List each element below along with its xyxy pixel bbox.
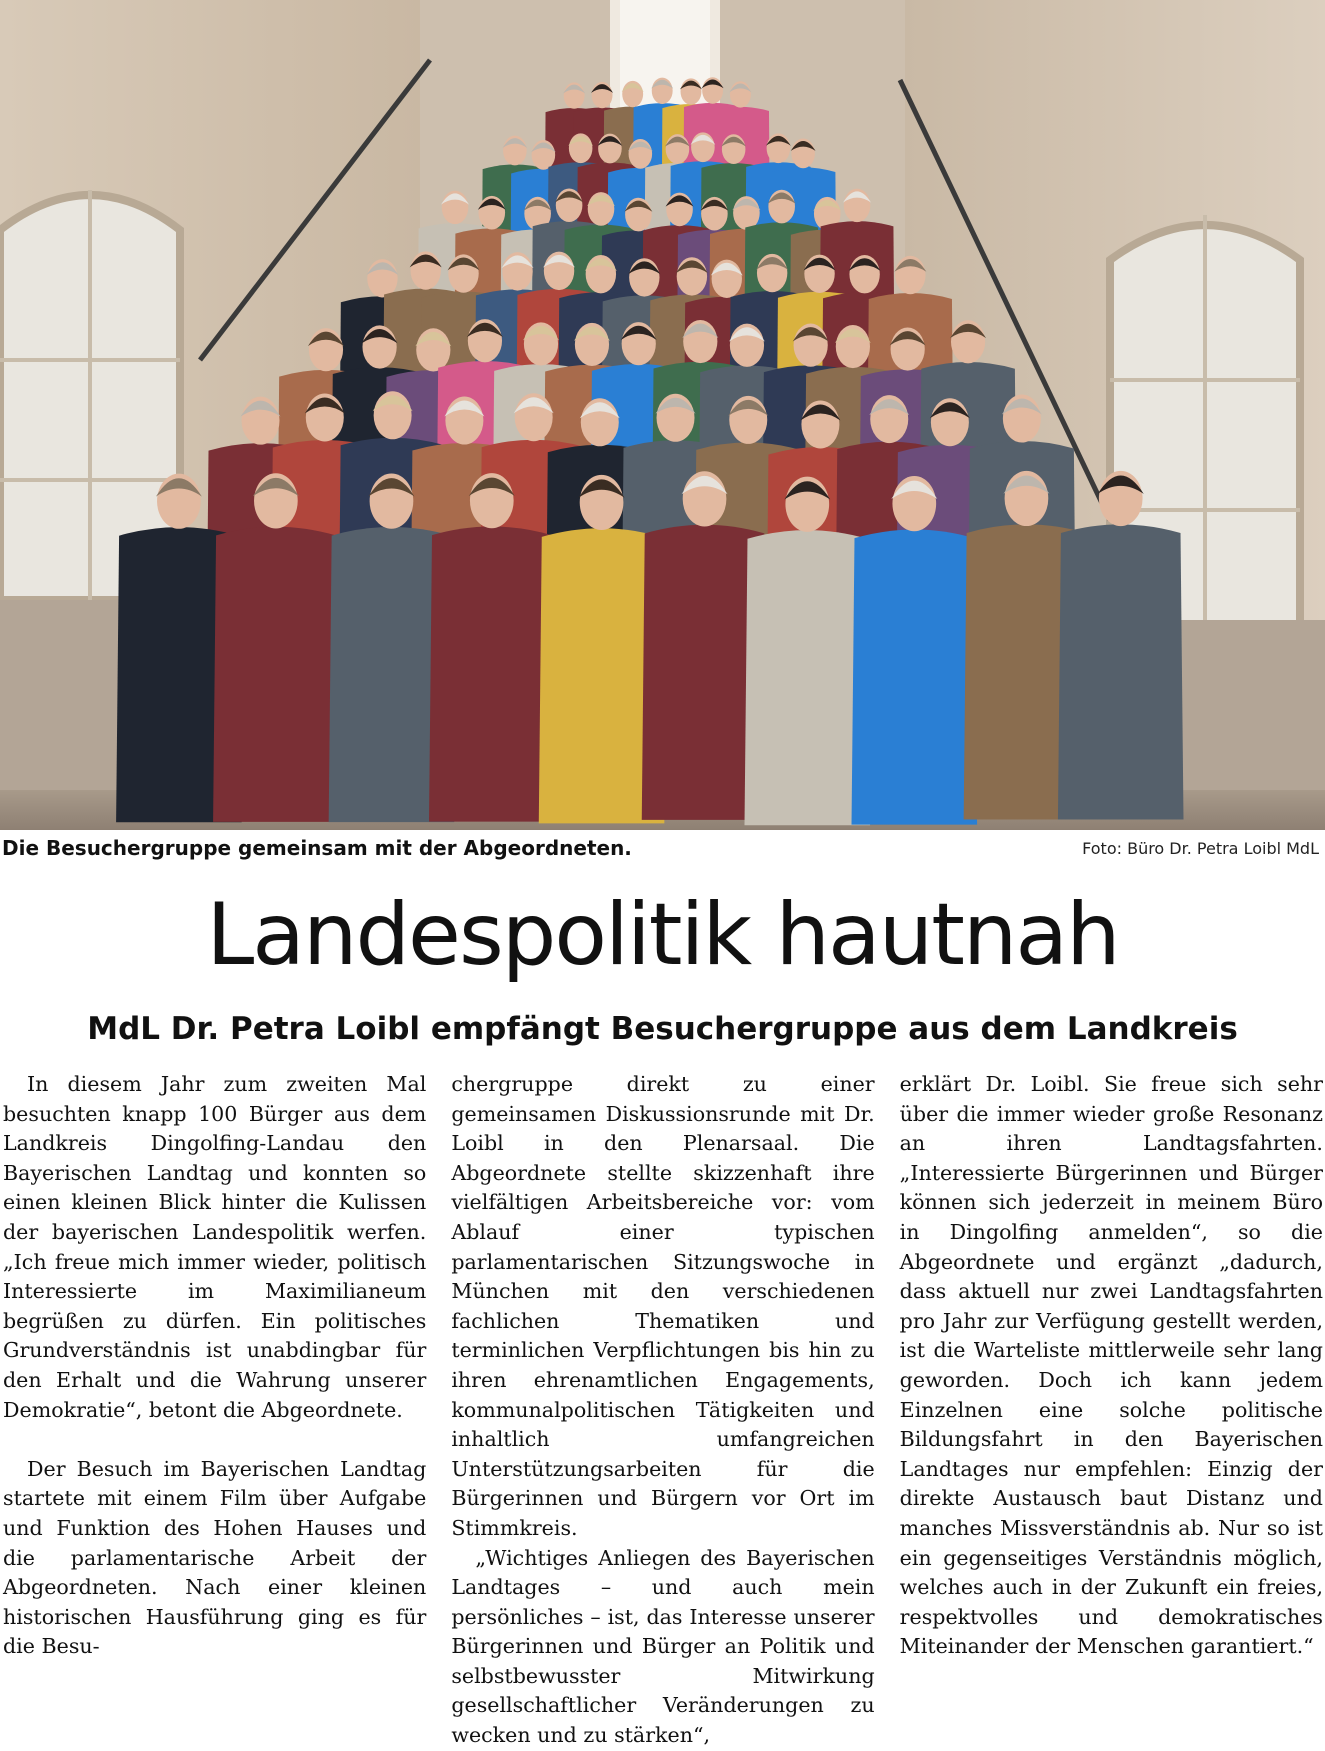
paragraph: „Wichtiges Anliegen des Bayerischen Landtages – und auch mein persönliches – ist, das Interesse unserer Bürgerinnen und Bürger an Politik und selbstbewusster Mitwirkung gesellschaftlicher Veränderungen zu wecken und zu stärken“, — [451, 1545, 875, 1748]
paragraph: Der Besuch im Bayerischen Landtag startete mit einem Film über Aufgabe und Funktion des Hohen Hauses und die parlamentarische Arbeit der Abgeordneten. Nach einer kleinen historischen Hausführung ging es für die Besu- — [3, 1456, 427, 1659]
article-column-3 — [900, 1070, 1323, 1710]
paragraph: chergruppe direkt zu einer gemeinsamen Diskussionsrunde mit Dr. Loibl in den Plenarsaal. Die Abgeordnete stellte skizzenhaft ihre vielfältigen Arbeitsbereiche vor: vom Ablauf einer typischen parlamentarischen Sitzungswoche in München mit den verschiedenen fachlichen Thematiken und terminlichen Verpflichtungen bis hin zu ihren ehrenamtlichen Engagements, kommunalpolitischen Tätigkeiten und inhaltlich umfangreichen Unterstützungsarbeiten für die Bürgerinnen und Bürgern vor Ort im Stimmkreis. — [451, 1072, 875, 1540]
article-column-1 — [3, 1070, 426, 1710]
paragraph: In diesem Jahr zum zweiten Mal besuchten knapp 100 Bürger aus dem Landkreis Dingolfing-Landau den Bayerischen Landtag und konnten so einen kleinen Blick hinter die Kulissen der bayerischen Landespolitik werfen. „Ich freue mich immer wieder, politisch Interessierte im Maximilianeum begrüßen zu dürfen. Ein politisches Grundverständnis ist unabdingbar für den Erhalt und die Wahrung unserer Demokratie“, betont die Abgeordnete. — [3, 1072, 427, 1422]
photo-caption-row — [0, 836, 1325, 866]
headline: Landespolitik hautnah — [206, 885, 1119, 985]
paragraph: erklärt Dr. Loibl. Sie freue sich sehr über die immer wieder große Resonanz an ihren Landtagsfahrten. „Interessierte Bürgerinnen und Bürger können sich jederzeit in meinem Büro in Dingolfing anmelden“, so die Abgeordnete und ergänzt „dadurch, dass aktuell nur zwei Landtagsfahrten pro Jahr zur Verfügung gestellt werden, ist die Warteliste mittlerweile sehr lang geworden. Doch ich kann jedem Einzelnen eine solche politische Bildungsfahrt in den Bayerischen Landtages nur empfehlen: Einzig der direkte Austausch baut Distanz und manches Missverständnis ab. Nur so ist ein gegenseitiges Verständnis möglich, welches auch in der Zukunft ein freies, respektvolles und demokratisches Miteinander der Menschen garantiert.“ — [899, 1072, 1323, 1659]
photo-credit: Foto: Büro Dr. Petra Loibl MdL — [1082, 839, 1319, 858]
article-column-2 — [451, 1070, 875, 1748]
article-body — [3, 1070, 1323, 1748]
group-photo — [0, 0, 1325, 830]
subheadline: MdL Dr. Petra Loibl empfängt Besuchergruppe aus dem Landkreis — [87, 1011, 1238, 1047]
photo-caption: Die Besuchergruppe gemeinsam mit der Abgeordneten. — [2, 836, 632, 860]
